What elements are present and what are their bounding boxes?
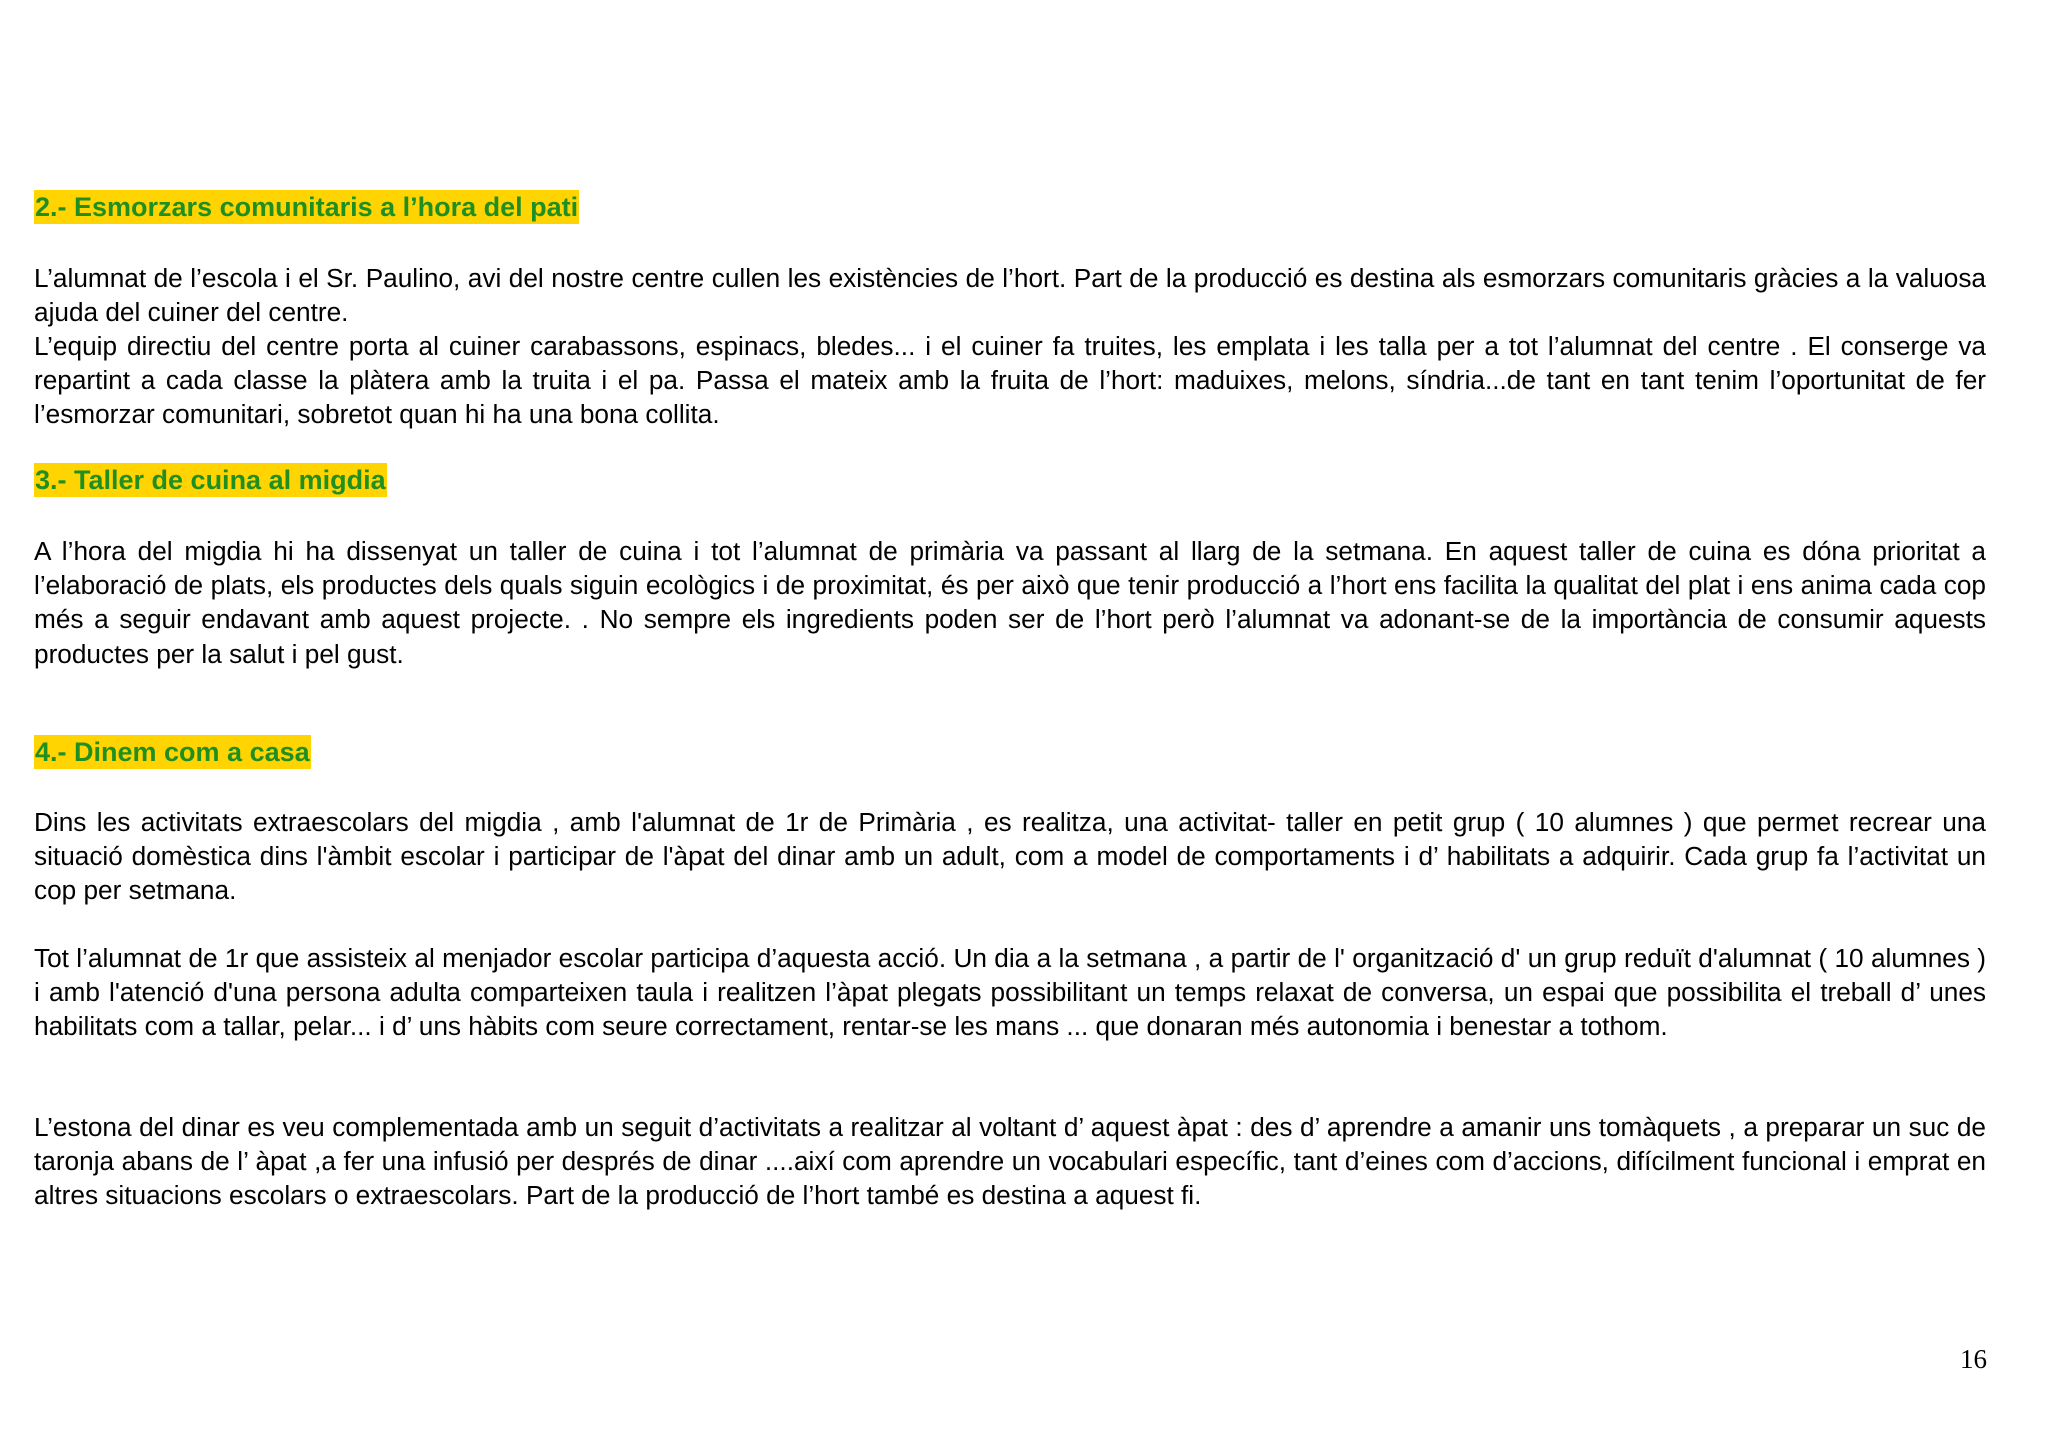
page-number: 16 [1960,1344,1987,1374]
section-heading-text: 4.- Dinem com a casa [35,737,310,767]
paragraph-esmorzars-1: L’alumnat de l’escola i el Sr. Paulino, avi del nostre centre cullen les existències de l’hort. Part de la producció es destina als esmorzars comunitaris gràcies a la valuosa ajuda del cuiner del centre. [34,263,1986,328]
section-heading-text: 3.- Taller de cuina al migdia [35,465,386,495]
section-heading-text: 2.- Esmorzars comunitaris a l’hora del pati [35,192,579,222]
paragraph-esmorzars-2: L’equip directiu del centre porta al cuiner carabassons, espinacs, bledes... i el cuiner fa truites, les emplata i les talla per a tot l’alumnat del centre . El conserge va repartint a cada classe la plàtera amb la truita i el pa. Passa el mateix amb la fruita de l’hort: maduixes, melons, síndria...de tant en tant tenim l’oportunitat de fer l’esmorzar comunitari, sobretot quan hi ha una bona collita. [34,331,1986,430]
paragraph-dinem-casa-3: L’estona del dinar es veu complementada amb un seguit d’activitats a realitzar al voltant d’ aquest àpat : des d’ aprendre a amanir uns tomàquets , a preparar un suc de taronja abans de l’ àpat ,a fer una infusió per després de dinar ....així com aprendre un vocabulari específic, tant d’eines com d’accions, difícilment funcional i emprat en altres situacions escolars o extraescolars. Part de la producció de l’hort també es destina a aquest fi. [34,1112,1986,1211]
section-heading-esmorzars [34,189,579,225]
paragraph-dinem-casa-1: Dins les activitats extraescolars del migdia , amb l'alumnat de 1r de Primària , es realitza, una activitat- taller en petit grup ( 10 alumnes ) que permet recrear una situació domèstica dins l'àmbit escolar i participar de l'àpat del dinar amb un adult, com a model de comportaments i d’ habilitats a adquirir. Cada grup fa l’activitat un cop per setmana. [34,807,1986,906]
paragraph-dinem-casa-2: Tot l’alumnat de 1r que assisteix al menjador escolar participa d’aquesta acció. Un dia a la setmana , a partir de l' organització d' un grup reduït d'alumnat ( 10 alumnes ) i amb l'atenció d'una persona adulta comparteixen taula i realitzen l’àpat plegats possibilitant un temps relaxat de conversa, un espai que possibilita el treball d’ unes habilitats com a tallar, pelar... i d’ uns hàbits com seure correctament, rentar-se les mans ... que donaran més autonomia i benestar a tothom. [34,943,1986,1042]
paragraph-taller-cuina-1: A l’hora del migdia hi ha dissenyat un taller de cuina i tot l’alumnat de primària va passant al llarg de la setmana. En aquest taller de cuina es dóna prioritat a l’elaboració de plats, els productes dels quals siguin ecològics i de proximitat, és per això que tenir producció a l’hort ens facilita la qualitat del plat i ens anima cada cop més a seguir endavant amb aquest projecte. . No sempre els ingredients poden ser de l’hort però l’alumnat va adonant-se de la importància de consumir aquests productes per la salut i pel gust. [34,536,1986,669]
section-heading-dinem-casa [34,734,311,770]
section-heading-taller-cuina [34,462,387,498]
